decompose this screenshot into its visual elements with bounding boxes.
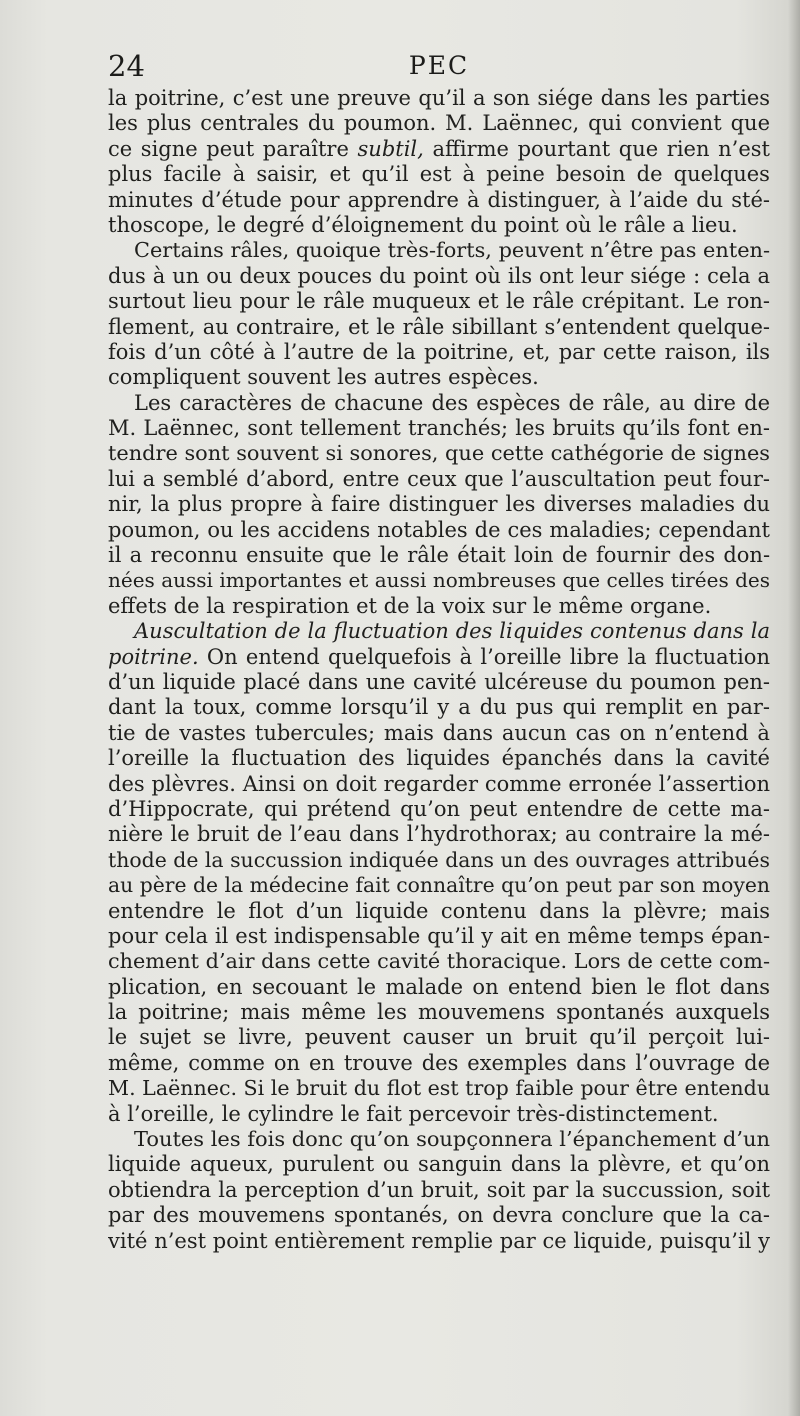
text-line: la poitrine, c’est une preuve qu’il a son siége dans les parties: [108, 86, 770, 110]
text-segment: affirme pourtant que rien n’est: [423, 136, 770, 161]
text-line: l’oreille la fluctuation des liquides épanchés dans la cavité: [108, 746, 770, 771]
text-line: à l’oreille, le cylindre le fait percevoir très-distinctement.: [108, 1101, 719, 1126]
text-line: les plus centrales du poumon. M. Laënnec, qui convient que: [108, 111, 770, 136]
text-line: thoscope, le degré d’éloignement du point où le râle a lieu.: [108, 212, 738, 237]
text-line: vité n’est point entièrement remplie par ce liquide, puisqu’il y: [108, 1228, 770, 1253]
text-line: Toutes les fois donc qu’on soupçonnera l’épanchement d’un: [134, 1127, 770, 1152]
text-line: d’Hippocrate, qui prétend qu’on peut entendre de cette ma-: [108, 796, 770, 821]
text-line: nir, la plus propre à faire distinguer les diverses maladies du: [108, 492, 770, 517]
text-line: nées aussi importantes et aussi nombreuses que celles tirées des: [108, 568, 770, 593]
text-line: minutes d’étude pour apprendre à distinguer, à l’aide du sté-: [108, 187, 770, 212]
text-segment: On entend quelquefois à l’oreille libre la fluctuation: [198, 644, 770, 669]
body-text: [108, 86, 770, 1254]
text-line: lui a semblé d’abord, entre ceux que l’auscultation peut four-: [108, 466, 770, 491]
text-line: nière le bruit de l’eau dans l’hydrothorax; au contraire la mé-: [108, 822, 770, 847]
text-line: dus à un ou deux pouces du point où ils ont leur siége : cela a: [108, 263, 770, 288]
text-line: surtout lieu pour le râle muqueux et le râle crépitant. Le ron-: [108, 289, 770, 314]
text-line: le sujet se livre, peuvent causer un bruit qu’il perçoit lui-: [108, 1025, 770, 1050]
text-line: fois d’un côté à l’autre de la poitrine, et, par cette raison, ils: [108, 339, 770, 364]
page-edge-shadow: [788, 0, 800, 1416]
text-line: Les caractères de chacune des espèces de râle, au dire de: [134, 390, 770, 415]
text-segment: ce signe peut paraître: [108, 136, 358, 161]
text-line: chement d’air dans cette cavité thoracique. Lors de cette com-: [108, 949, 770, 974]
text-line: effets de la respiration et de la voix sur le même organe.: [108, 593, 712, 618]
text-line: la poitrine; mais même les mouvemens spontanés auxquels: [108, 1000, 770, 1025]
text-line: plus facile à saisir, et qu’il est à peine besoin de quelques: [108, 162, 770, 187]
italic-text: subtil,: [357, 136, 424, 161]
text-line: d’un liquide placé dans une cavité ulcéreuse du poumon pen-: [108, 669, 770, 694]
text-line: même, comme on en trouve des exemples dans l’ouvrage de: [108, 1050, 770, 1075]
text-line: dant la toux, comme lorsqu’il y a du pus qui remplit en par-: [108, 695, 770, 720]
text-line: compliquent souvent les autres espèces.: [108, 365, 539, 390]
text-line: flement, au contraire, et le râle sibillant s’entendent quelque-: [108, 314, 770, 339]
text-line: plication, en secouant le malade on entend bien le flot dans: [108, 974, 770, 999]
text-line: au père de la médecine fait connaître qu’on peut par son moyen: [108, 873, 770, 898]
text-line: [108, 137, 770, 162]
italic-text: poitrine.: [108, 644, 199, 669]
text-line: tendre sont souvent si sonores, que cette cathégorie de signes: [108, 441, 770, 466]
text-line: liquide aqueux, purulent ou sanguin dans la plèvre, et qu’on: [108, 1152, 770, 1177]
running-head: PEC: [408, 51, 470, 80]
text-line: tie de vastes tubercules; mais dans aucun cas on n’entend à: [108, 720, 770, 745]
text-line: [108, 645, 770, 670]
text-line: il a reconnu ensuite que le râle était loin de fournir des don-: [108, 543, 770, 568]
text-line: [108, 619, 770, 644]
text-line: par des mouvemens spontanés, on devra conclure que la ca-: [108, 1203, 770, 1228]
text-line: obtiendra la perception d’un bruit, soit par la succussion, soit: [108, 1177, 770, 1202]
text-line: poumon, ou les accidens notables de ces maladies; cependant: [108, 517, 770, 542]
italic-text: Auscultation de la fluctuation des liquides contenus dans la: [134, 619, 770, 644]
text-line: pour cela il est indispensable qu’il y ait en même temps épan-: [108, 923, 770, 948]
page-header: [108, 46, 770, 86]
text-line: entendre le flot d’un liquide contenu dans la plèvre; mais: [108, 898, 770, 923]
text-line: thode de la succussion indiquée dans un des ouvrages attribués: [108, 847, 770, 872]
text-line: Certains râles, quoique très-forts, peuvent n’être pas enten-: [134, 238, 770, 263]
text-line: des plèvres. Ainsi on doit regarder comme erronée l’assertion: [108, 771, 770, 796]
page-number: 24: [108, 49, 145, 83]
text-line: M. Laënnec, sont tellement tranchés; les bruits qu’ils font en-: [108, 416, 770, 441]
text-line: M. Laënnec. Si le bruit du flot est trop faible pour être entendu: [108, 1076, 770, 1101]
